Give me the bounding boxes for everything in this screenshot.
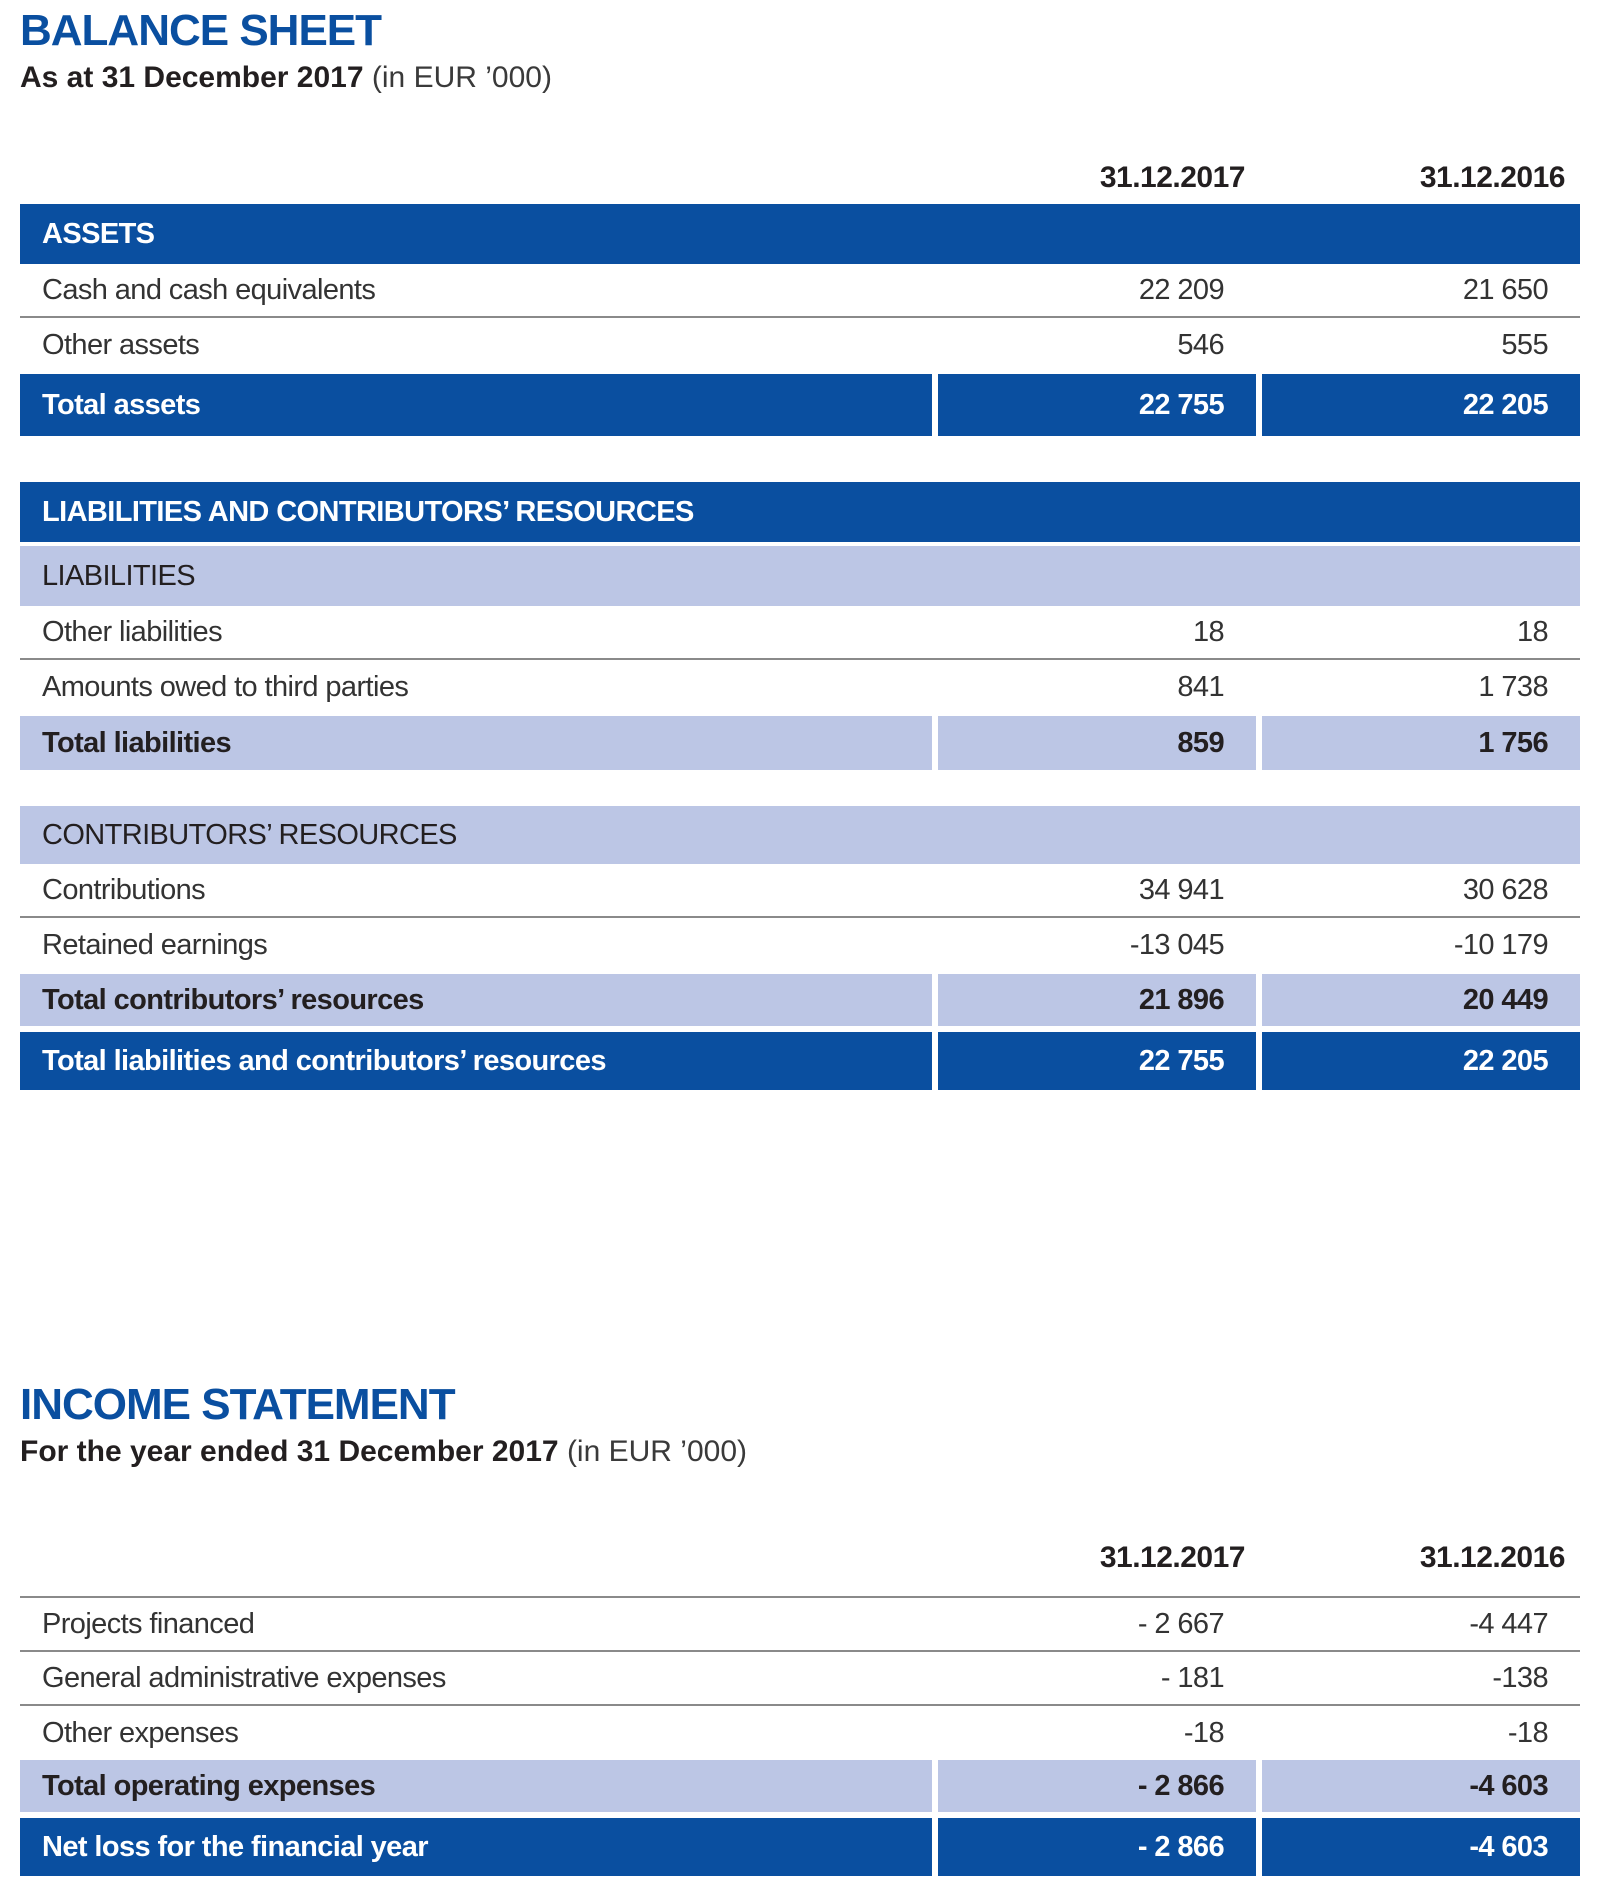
row-label: Total assets [20, 374, 932, 436]
value-2017: 22 209 [1138, 273, 1224, 306]
value-2017: 21 896 [938, 974, 1256, 1026]
row-label: General administrative expenses [42, 1661, 446, 1694]
balance-sheet-table [20, 158, 1580, 1118]
value-2016: -4 447 [1469, 1607, 1548, 1640]
income-statement-title: INCOME STATEMENT [20, 1380, 455, 1429]
value-2017: -18 [1183, 1716, 1224, 1749]
income-statement-subtitle [20, 1432, 1580, 1472]
row-label: Other assets [42, 328, 200, 361]
value-2016: 20 449 [1262, 974, 1580, 1026]
table-row [20, 1598, 1580, 1652]
row-label: LIABILITIES AND CONTRIBUTORS’ RESOURCES [42, 495, 694, 528]
table-row [20, 918, 1580, 972]
value-2017: 34 941 [1138, 873, 1224, 906]
value-2016: 22 205 [1262, 1032, 1580, 1090]
value-2017: 841 [1177, 670, 1224, 703]
total-operating-expenses-row [20, 1760, 1580, 1812]
row-label: Total operating expenses [20, 1760, 932, 1812]
value-2017: 546 [1177, 328, 1224, 361]
row-label: Contributions [42, 873, 206, 906]
income-statement-section [20, 1378, 1580, 1472]
value-2017: 22 755 [938, 1032, 1256, 1090]
total-assets-row [20, 374, 1580, 436]
column-header-2017: 31.12.2017 [1099, 161, 1245, 194]
row-label: Net loss for the financial year [20, 1818, 932, 1876]
liabilities-resources-header-row [20, 482, 1580, 542]
balance-sheet-section [20, 4, 1580, 98]
net-loss-row [20, 1818, 1580, 1876]
value-2017: - 2 866 [938, 1818, 1256, 1876]
row-label: ASSETS [42, 217, 155, 250]
income-statement-unit: (in EUR ’000) [566, 1435, 747, 1468]
value-2017: 22 755 [938, 374, 1256, 436]
row-label: CONTRIBUTORS’ RESOURCES [42, 818, 457, 851]
value-2016: -10 179 [1453, 928, 1548, 961]
row-label: Other liabilities [42, 615, 222, 648]
total-liabilities-and-resources-row [20, 1032, 1580, 1090]
row-label: Total liabilities and contributors’ resources [20, 1032, 932, 1090]
value-2017: 859 [938, 716, 1256, 770]
column-header-2016: 31.12.2016 [1419, 1541, 1565, 1574]
value-2017: -13 045 [1129, 928, 1224, 961]
column-headers [20, 1538, 1580, 1578]
table-row [20, 864, 1580, 918]
table-row [20, 318, 1580, 372]
row-label: Other expenses [42, 1716, 239, 1749]
income-statement-table [20, 1538, 1580, 1878]
row-label: Total liabilities [20, 716, 932, 770]
value-2016: 22 205 [1262, 374, 1580, 436]
balance-sheet-subtitle-date: As at 31 December 2017 [20, 61, 364, 94]
value-2016: 30 628 [1462, 873, 1548, 906]
value-2017: - 2 866 [938, 1760, 1256, 1812]
value-2016: 21 650 [1462, 273, 1548, 306]
row-label: Amounts owed to third parties [42, 670, 409, 703]
column-headers [20, 158, 1580, 198]
column-header-2017: 31.12.2017 [1099, 1541, 1245, 1574]
value-2017: - 181 [1160, 1661, 1224, 1694]
column-header-2016: 31.12.2016 [1419, 161, 1565, 194]
assets-header-row [20, 204, 1580, 264]
value-2016: -18 [1507, 1716, 1548, 1749]
liabilities-subheader-row [20, 546, 1580, 606]
row-label: LIABILITIES [42, 559, 195, 592]
row-label: Projects financed [42, 1607, 255, 1640]
total-liabilities-row [20, 716, 1580, 770]
total-contributors-resources-row [20, 974, 1580, 1026]
value-2016: 18 [1516, 615, 1548, 648]
value-2016: 1 738 [1478, 670, 1548, 703]
row-label: Cash and cash equivalents [42, 273, 376, 306]
value-2016: -4 603 [1262, 1818, 1580, 1876]
value-2017: - 2 667 [1137, 1607, 1224, 1640]
value-2016: 555 [1501, 328, 1548, 361]
table-row [20, 1706, 1580, 1760]
balance-sheet-subtitle [20, 58, 1580, 98]
contributors-resources-subheader-row [20, 806, 1580, 864]
row-label: Total contributors’ resources [20, 974, 932, 1026]
value-2017: 18 [1192, 615, 1224, 648]
value-2016: 1 756 [1262, 716, 1580, 770]
income-statement-subtitle-period: For the year ended 31 December 2017 [20, 1435, 559, 1468]
table-row [20, 606, 1580, 660]
table-row [20, 660, 1580, 714]
value-2016: -4 603 [1262, 1760, 1580, 1812]
table-row [20, 264, 1580, 318]
balance-sheet-title: BALANCE SHEET [20, 6, 382, 55]
table-row [20, 1652, 1580, 1706]
row-label: Retained earnings [42, 928, 268, 961]
balance-sheet-unit: (in EUR ’000) [371, 61, 552, 94]
value-2016: -138 [1492, 1661, 1548, 1694]
